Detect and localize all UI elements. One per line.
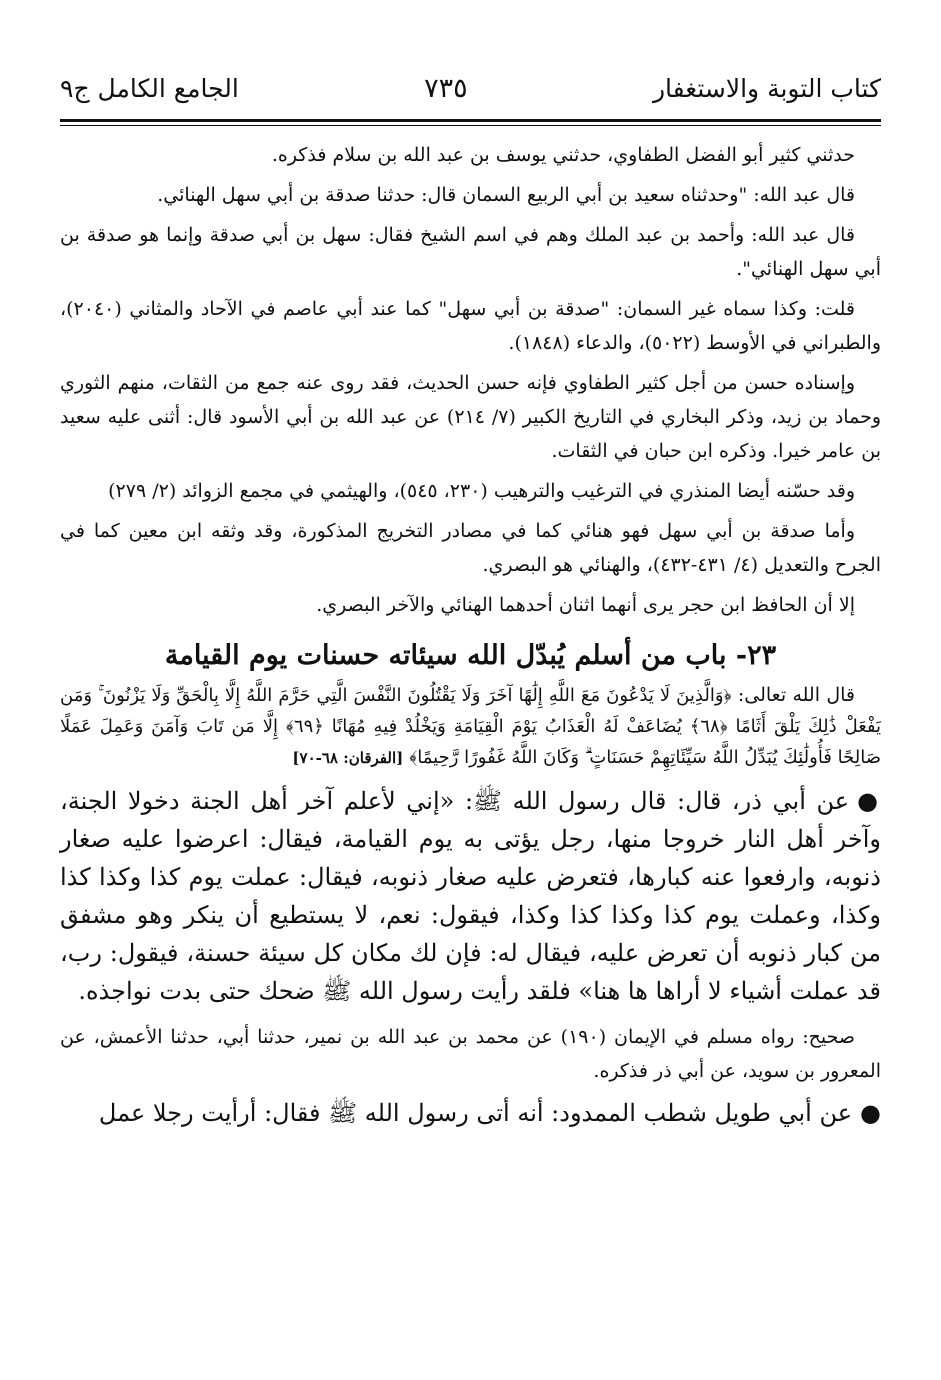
header-rule-thick — [60, 119, 881, 122]
paragraph: وأما صدقة بن أبي سهل فهو هنائي كما في مصادر التخريج المذكورة، وقد وثقه ابن معين كما في الجرح والتعديل (٤/ ٤٣١-٤٣٢)، والهنائي هو البصري. — [60, 520, 881, 576]
paragraph: قال عبد الله: وأحمد بن عبد الملك وهم في اسم الشيخ فقال: سهل بن أبي صدقة وإنما هو صدقة بن أبي سهل الهنائي". — [60, 224, 881, 280]
book-running-title: الجامع الكامل ج٩ — [60, 73, 239, 103]
bullet-icon: ● — [857, 787, 881, 815]
quran-verse — [60, 680, 881, 774]
verse-text: ﴿وَالَّذِينَ لَا يَدْعُونَ مَعَ اللَّهِ إِلَٰهًا آخَرَ وَلَا يَقْتُلُونَ النَّفْسَ الَّتِي حَرَّمَ اللَّهُ إِلَّا بِالْحَقِّ وَلَا يَزْنُونَ ۚ وَمَن يَفْعَلْ ذَٰلِكَ يَلْقَ أَثَامًا ﴿٦٨﴾ يُضَاعَفْ لَهُ الْعَذَابُ يَوْمَ الْقِيَامَةِ وَيَخْلُدْ فِيهِ مُهَانًا ﴿٦٩﴾ إِلَّا مَن تَابَ وَآمَنَ وَعَمِلَ عَمَلًا صَالِحًا فَأُولَٰئِكَ يُبَدِّلُ اللَّهُ سَيِّئَاتِهِمْ حَسَنَاتٍ ۗ وَكَانَ اللَّهُ غَفُورًا رَّحِيمًا﴾ — [60, 685, 881, 768]
page-body — [60, 138, 881, 1142]
page-number: ٧٣٥ — [424, 72, 468, 104]
paragraph: حدثني كثير أبو الفضل الطفاوي، حدثني يوسف بن عبد الله بن سلام فذكره. — [271, 144, 855, 166]
page-header — [60, 68, 881, 108]
hadith-text — [60, 782, 881, 1010]
paragraph: قلت: وكذا سماه غير السمان: "صدقة بن أبي سهل" كما عند أبي عاصم في الآحاد والمثاني (٢٠٤٠)، والطبراني في الأوسط (٥٠٢٢)، والدعاء (١٨٤٨). — [60, 298, 881, 354]
hadith-text — [60, 1094, 881, 1132]
hadith-body: عن أبي طويل شطب الممدود: أنه أتى رسول الله ﷺ فقال: أرأيت رجلا عمل — [98, 1099, 853, 1127]
verse-intro: قال الله تعالى: — [737, 684, 855, 706]
hadith-body: عن أبي ذر، قال: قال رسول الله ﷺ: «إني لأعلم آخر أهل الجنة دخولا الجنة، وآخر أهل النار خروجا منها، رجل يؤتى به يوم القيامة، فيقال: اعرضوا عليه صغار ذنوبه، وارفعوا عنه كبارها، فتعرض عليه صغار ذنوبه، فيقال: عملت يوم كذا وكذا كذا وكذا، وعملت يوم كذا وكذا كذا وكذا، فيقول: نعم، لا يستطيع أن ينكر وهو مشفق من كبار ذنوبه أن تعرض عليه، فيقال له: فإن لك مكان كل سيئة حسنة، فيقول: رب، قد عملت أشياء لا أراها ها هنا» فلقد رأيت رسول الله ﷺ ضحك حتى بدت نواجذه. — [60, 787, 881, 1005]
paragraph: إلا أن الحافظ ابن حجر يرى أنهما اثنان أحدهما الهنائي والآخر البصري. — [316, 594, 855, 616]
verse-reference: [الفرقان: ٦٨-٧٠] — [292, 749, 404, 767]
paragraph: وقد حسّنه أيضا المنذري في الترغيب والترهيب (٢٣٠، ٥٤٥)، والهيثمي في مجمع الزوائد (٢/ ٢٧٩) — [108, 480, 855, 502]
chapter-heading: ٢٣- باب من أسلم يُبدّل الله سيئاته حسنات يوم القيامة — [164, 640, 777, 671]
paragraph: قال عبد الله: "وحدثناه سعيد بن أبي الربيع السمان قال: حدثنا صدقة بن أبي سهل الهنائي. — [157, 184, 855, 206]
takhrij-note: صحيح: رواه مسلم في الإيمان (١٩٠) عن محمد بن عبد الله بن نمير، حدثنا أبي، حدثنا الأعمش، عن المعرور بن سويد، عن أبي ذر فذكره. — [60, 1026, 881, 1082]
bullet-icon: ● — [860, 1099, 881, 1127]
header-rule-thin — [60, 125, 881, 126]
chapter-running-title: كتاب التوبة والاستغفار — [652, 73, 881, 103]
paragraph: وإسناده حسن من أجل كثير الطفاوي فإنه حسن الحديث، فقد روى عنه جمع من الثقات، منهم الثوري وحماد بن زيد، وذكر البخاري في التاريخ الكبير (٧/ ٢١٤) عن عبد الله بن أبي الأسود قال: أثنى عليه سعيد بن عامر خيرا. وذكره ابن حبان في الثقات. — [60, 372, 881, 462]
